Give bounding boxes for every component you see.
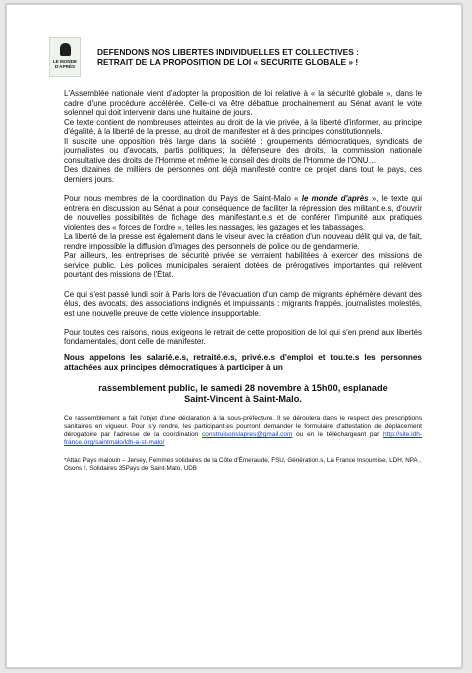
paragraph-coordination xyxy=(64,194,422,232)
paragraph-private-security: Par ailleurs, les entreprises de sécurité privée se verraient habilitées à exercer des missions de service public. Les polices municipales seraient dotées de prérogatives importantes qui relèvent pourtant des missions de l'État. xyxy=(64,251,422,280)
notice-paragraph xyxy=(64,415,422,447)
coordination-text-b: », le texte qui entrera en discussion au Sénat a pour conséquence de faciliter la répression des militant.e.s, d'ouvrir de nouvelles possibilités de fichage des manifestant.e.s et de conférer l'impunité aux pratiques violentes des « forces de l'ordre », telles les nassages, les gazages et les tabassages. xyxy=(64,194,422,232)
ldh-url-link[interactable]: http://site.ldh-france.org/saintmalo/ldh-a-st-malo/ xyxy=(64,430,422,446)
signatories: *Attac Pays malouin – Jersey, Femmes solidaires de la Côte d'Émeraude, FSU, Génération.s, La France Insoumise, LDH, NPA , Osons !, Solidaires 35Pays de Saint-Malo, UDB xyxy=(64,456,421,472)
notice-text-a: Ce rassemblement a fait l'objet d'une déclaration à la sous-préfecture. Il se déroulera dans le respect des prescriptions sanitaires en vigueur. Pour s'y rendre, les participant.es pourront demander le formulaire d'attestation de déplacement dérogatoire par l'adresse de la coordination xyxy=(64,414,422,438)
paragraph-demand: Pour toutes ces raisons, nous exigeons le retrait de cette proposition de loi qui s'en prend aux libertés fondamentales, dont celle de manifester. xyxy=(64,327,422,347)
rally-line-2: Saint-Vincent à Saint-Malo. xyxy=(184,393,302,404)
logo-icon xyxy=(60,43,71,56)
title-line-1: DEFENDONS NOS LIBERTES INDIVIDUELLES ET COLLECTIVES : xyxy=(97,47,359,57)
document-title xyxy=(97,47,427,67)
coordination-text-a: Pour nous membres de la coordination du Pays de Saint-Malo « xyxy=(64,194,299,204)
paragraph-press: La liberté de la presse est également dans le viseur avec la création d'un nouveau délit qui va, de fait, rendre impossible la diffusion d'images des personnels de police ou de gendarmerie. xyxy=(64,232,422,251)
email-link[interactable]: construisonslapres@gmail.com xyxy=(202,430,293,438)
document-body xyxy=(64,89,422,473)
paragraph-intro: L'Assemblée nationale vient d'adopter la proposition de loi relative à « la sécurité globale », dans le cadre d'une procédure accélérée. Celle-ci va être débattue prochainement au Sénat avant le vote solennel qui doit intervenir dans une huitaine de jours. xyxy=(64,89,422,118)
paragraph-paris-events: Ce qui s'est passé lundi soir à Paris lors de l'évacuation d'un camp de migrants éphémère devant des élus, des avocats, des associations indignés et impuissants : migrants frappés, journalistes molestés, est une nouvelle preuve de cette violence insupportable. xyxy=(64,289,422,318)
notice-text-b: ou en le téléchargeant par xyxy=(292,430,383,438)
logo-text: LE MONDE D'APRÈS xyxy=(52,59,78,69)
rally-line-1: rassemblement public, le samedi 28 novembre à 15h00, esplanade xyxy=(98,382,388,393)
organization-logo xyxy=(49,37,81,77)
paragraph-opposition: Il suscite une opposition très large dans la société : groupements démocratiques, syndicats de journalistes ou d'avocats, partis politiques, la défenseure des droits, la commission nationale consultative des droits de l'Homme et même le conseil des droits de l'Homme de l'ONU… xyxy=(64,136,422,165)
title-line-2: RETRAIT DE LA PROPOSITION DE LOI « SECURITE GLOBALE » ! xyxy=(97,57,359,67)
rally-announcement xyxy=(64,383,422,405)
coordination-name: le monde d'après xyxy=(298,194,372,204)
paragraph-text-content: Ce texte contient de nombreuses atteintes au droit de la vie privée, à la liberté d'informer, au principe d'égalité, à la liberté de la presse, au droit de manifester et à des principes constitutionnels. xyxy=(64,117,422,137)
paragraph-appeal: Nous appelons les salarié.e.s, retraité.e.s, privé.e.s d'emploi et tou.te.s les personnes attachées aux principes démocratiques à participer à un xyxy=(64,352,422,372)
paragraph-protests: Des dizaines de milliers de personnes ont déjà manifesté contre ce projet dans tout le pays, ces derniers jours. xyxy=(64,165,422,184)
document-page xyxy=(6,4,462,668)
